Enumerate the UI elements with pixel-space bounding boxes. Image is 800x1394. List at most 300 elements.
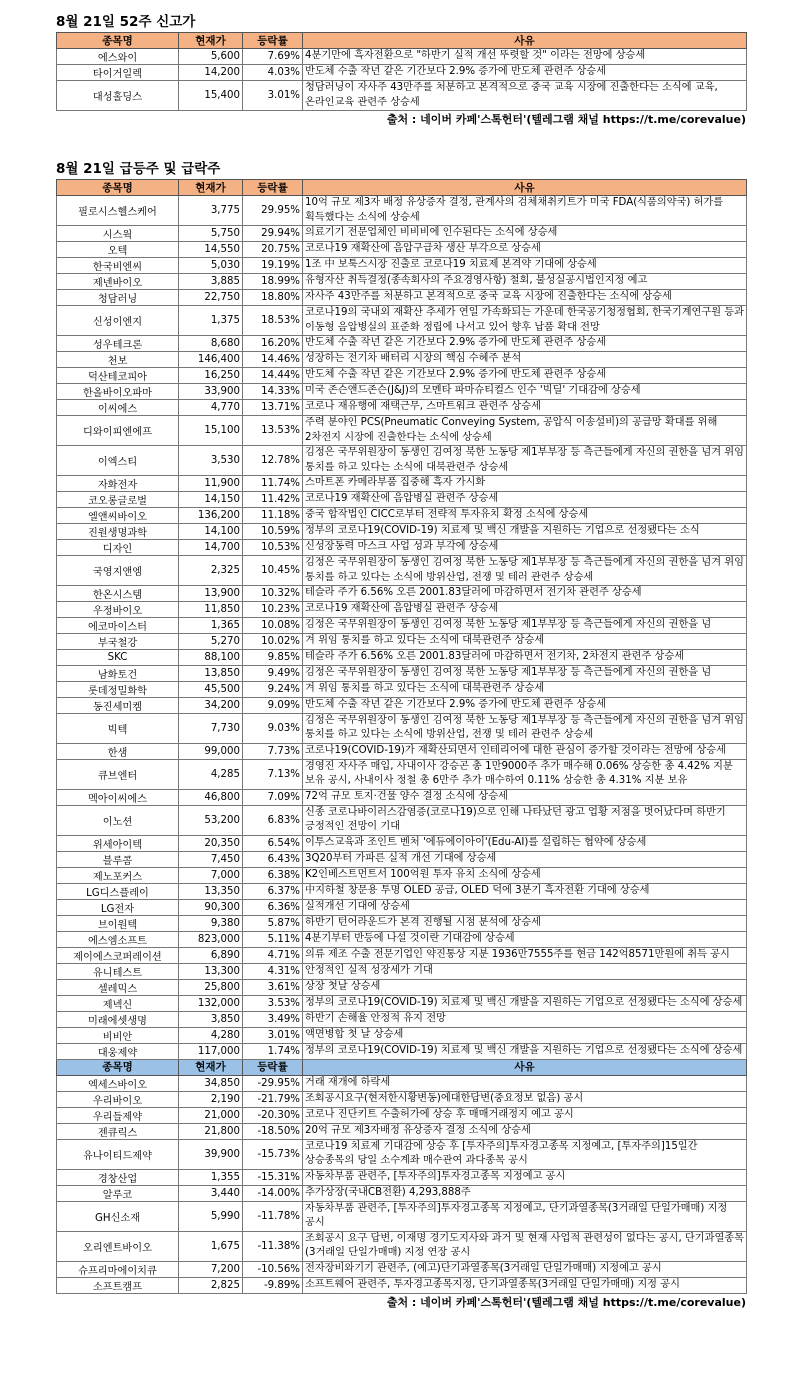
change-rate-cell: -21.79% <box>243 1091 303 1107</box>
price-cell: 13,300 <box>179 963 243 979</box>
stock-name-cell: 멕아이씨에스 <box>57 789 179 805</box>
table-row <box>57 1231 747 1261</box>
section1-table <box>56 32 747 111</box>
table-row <box>57 835 747 851</box>
change-rate-cell: 10.53% <box>243 540 303 556</box>
price-cell: 3,885 <box>179 274 243 290</box>
reason-cell: 코로나 진단키트 수출허가에 상승 후 매매거래정지 예고 공시 <box>303 1107 747 1123</box>
reason-cell: 겨 위임 통치를 하고 있다는 소식에 대북관련주 상승세 <box>303 681 747 697</box>
table-row <box>57 540 747 556</box>
price-cell: 11,900 <box>179 476 243 492</box>
reason-cell: 신종 코로나바이러스감염증(코로나19)으로 인해 나타났던 광고 업황 저점을 벗어났다며 하반기 긍정적인 전망이 기대 <box>303 805 747 835</box>
stock-name-cell: 남화토건 <box>57 665 179 681</box>
price-cell: 14,550 <box>179 242 243 258</box>
table-row <box>57 508 747 524</box>
price-cell: 21,000 <box>179 1107 243 1123</box>
table-row <box>57 524 747 540</box>
table-row <box>57 336 747 352</box>
price-cell: 5,270 <box>179 634 243 650</box>
price-cell: 13,900 <box>179 586 243 602</box>
stock-name-cell: 우정바이오 <box>57 602 179 618</box>
change-rate-cell: -20.30% <box>243 1107 303 1123</box>
stock-name-cell: 브이원텍 <box>57 915 179 931</box>
reason-cell: 이투스교육과 조인트 벤처 '에듀에이아이'(Edu-AI)를 설립하는 협약에 상승세 <box>303 835 747 851</box>
price-cell: 6,890 <box>179 947 243 963</box>
table-row <box>57 65 747 81</box>
price-cell: 11,850 <box>179 602 243 618</box>
change-rate-cell: 6.83% <box>243 805 303 835</box>
stock-name-cell: 우리바이오 <box>57 1091 179 1107</box>
price-cell: 2,325 <box>179 556 243 586</box>
reason-cell: 4분기만에 흑자전환으로 "하반기 실적 개선 뚜렷할 것" 이라는 전망에 상승세 <box>303 49 747 65</box>
reason-cell: 3Q20부터 가파른 실적 개선 기대에 상승세 <box>303 851 747 867</box>
price-cell: 3,440 <box>179 1185 243 1201</box>
stock-name-cell: 유나이티드제약 <box>57 1139 179 1169</box>
price-cell: 9,380 <box>179 915 243 931</box>
table-row <box>57 602 747 618</box>
table-row <box>57 556 747 586</box>
header-name: 종목명 <box>57 33 179 49</box>
reason-cell: 의료기기 전문업체인 비비비에 인수된다는 소식에 상승세 <box>303 226 747 242</box>
reason-cell: 정부의 코로나19(COVID-19) 치료제 및 백신 개발을 지원하는 기업으로 선정됐다는 소식 <box>303 524 747 540</box>
stock-name-cell: 빅텍 <box>57 713 179 743</box>
stock-name-cell: 진원생명과학 <box>57 524 179 540</box>
price-cell: 3,775 <box>179 196 243 226</box>
stock-name-cell: SKC <box>57 650 179 666</box>
price-cell: 34,850 <box>179 1075 243 1091</box>
reason-cell: 자동차부품 관련주, [투자주의]투자경고종목 지정예고, 단기과열종목(3거래일 단일가매매) 지정 공시 <box>303 1201 747 1231</box>
stock-name-cell: 동진세미켐 <box>57 697 179 713</box>
price-cell: 15,400 <box>179 81 243 111</box>
stock-name-cell: 비비안 <box>57 1027 179 1043</box>
header-rate: 등락률 <box>243 1059 303 1075</box>
change-rate-cell: 9.24% <box>243 681 303 697</box>
change-rate-cell: 7.69% <box>243 49 303 65</box>
change-rate-cell: 13.71% <box>243 400 303 416</box>
stock-name-cell: 대웅제약 <box>57 1043 179 1059</box>
table-row <box>57 697 747 713</box>
change-rate-cell: 6.54% <box>243 835 303 851</box>
reason-cell: 中지하철 창문용 투명 OLED 공급, OLED 덕에 3분기 흑자전환 기대에 상승세 <box>303 883 747 899</box>
price-cell: 7,000 <box>179 867 243 883</box>
stock-name-cell: 젠큐릭스 <box>57 1123 179 1139</box>
change-rate-cell: 10.23% <box>243 602 303 618</box>
reason-cell: 김정은 국무위원장이 동생인 김여정 북한 노동당 제1부부장 등 측근들에게 자신의 권한을 넘겨 위임 통치를 하고 있다는 소식에 방위산업, 전쟁 및 테러 관련주 상승세 <box>303 713 747 743</box>
table-row <box>57 963 747 979</box>
change-rate-cell: 10.59% <box>243 524 303 540</box>
reason-cell: 코로나19의 국내외 재확산 추세가 연일 가속화되는 가운데 한국공기청정협회, 한국기계연구원 등과 이동형 음압병실의 표준화 정립에 나서고 있어 향후 납품 확대 전망 <box>303 306 747 336</box>
table-row <box>57 713 747 743</box>
table-row <box>57 665 747 681</box>
table-row <box>57 759 747 789</box>
change-rate-cell: 20.75% <box>243 242 303 258</box>
stock-name-cell: 시스웍 <box>57 226 179 242</box>
change-rate-cell: -15.31% <box>243 1169 303 1185</box>
change-rate-cell: 10.08% <box>243 618 303 634</box>
header-rate: 등락률 <box>243 33 303 49</box>
reason-cell: 정부의 코로나19(COVID-19) 치료제 및 백신 개발을 지원하는 기업으로 선정됐다는 소식에 상승세 <box>303 995 747 1011</box>
table-row <box>57 476 747 492</box>
table-row <box>57 789 747 805</box>
price-cell: 14,150 <box>179 492 243 508</box>
stock-name-cell: 슈프리마에이치큐 <box>57 1261 179 1277</box>
change-rate-cell: 29.95% <box>243 196 303 226</box>
table-row <box>57 1139 747 1169</box>
table-row <box>57 650 747 666</box>
reason-cell: 상장 첫날 상승세 <box>303 979 747 995</box>
change-rate-cell: 3.49% <box>243 1011 303 1027</box>
header-reason: 사유 <box>303 1059 747 1075</box>
table-row <box>57 867 747 883</box>
reason-cell: 코로나19 재확산에 음압병실 관련주 상승세 <box>303 602 747 618</box>
table-row <box>57 274 747 290</box>
change-rate-cell: 4.31% <box>243 963 303 979</box>
change-rate-cell: 10.02% <box>243 634 303 650</box>
stock-name-cell: 제넥신 <box>57 995 179 1011</box>
reason-cell: 김정은 국무위원장이 동생인 김여정 북한 노동당 제1부부장 등 측근들에게 자신의 권한을 넘겨 위임 통치를 하고 있다는 소식에 방위산업, 전쟁 및 테러 관련주 상승세 <box>303 556 747 586</box>
change-rate-cell: 14.44% <box>243 368 303 384</box>
change-rate-cell: 7.73% <box>243 743 303 759</box>
stock-name-cell: 이노션 <box>57 805 179 835</box>
price-cell: 4,285 <box>179 759 243 789</box>
change-rate-cell: 9.09% <box>243 697 303 713</box>
reason-cell: 청담러닝이 자사주 43만주를 처분하고 본격적으로 중국 교육 시장에 진출한다는 소식에 교육, 온라인교육 관련주 상승세 <box>303 81 747 111</box>
change-rate-cell: 14.46% <box>243 352 303 368</box>
price-cell: 2,190 <box>179 1091 243 1107</box>
stock-name-cell: 덕산테코피아 <box>57 368 179 384</box>
stock-name-cell: 천보 <box>57 352 179 368</box>
table-row <box>57 805 747 835</box>
price-cell: 90,300 <box>179 899 243 915</box>
change-rate-cell: 18.53% <box>243 306 303 336</box>
stock-name-cell: 알루코 <box>57 1185 179 1201</box>
table-row <box>57 979 747 995</box>
price-cell: 7,200 <box>179 1261 243 1277</box>
change-rate-cell: 4.71% <box>243 947 303 963</box>
stock-name-cell: 위세아이텍 <box>57 835 179 851</box>
table-row <box>57 81 747 111</box>
table-row <box>57 49 747 65</box>
change-rate-cell: 3.61% <box>243 979 303 995</box>
change-rate-cell: -29.95% <box>243 1075 303 1091</box>
change-rate-cell: -9.89% <box>243 1277 303 1293</box>
stock-name-cell: GH신소재 <box>57 1201 179 1231</box>
change-rate-cell: 6.43% <box>243 851 303 867</box>
change-rate-cell: 9.49% <box>243 665 303 681</box>
table-row <box>57 446 747 476</box>
change-rate-cell: 9.85% <box>243 650 303 666</box>
change-rate-cell: 10.32% <box>243 586 303 602</box>
price-cell: 7,730 <box>179 713 243 743</box>
price-cell: 5,030 <box>179 258 243 274</box>
stock-name-cell: 롯데정밀화학 <box>57 681 179 697</box>
table-row <box>57 618 747 634</box>
header-name: 종목명 <box>57 180 179 196</box>
price-cell: 8,680 <box>179 336 243 352</box>
reason-cell: 코로나19 재확산에 음압병실 관련주 상승세 <box>303 492 747 508</box>
reason-cell: 추가상장(국내CB전환) 4,293,888주 <box>303 1185 747 1201</box>
stock-name-cell: 코오롱글로벌 <box>57 492 179 508</box>
stock-name-cell: 엘앤씨바이오 <box>57 508 179 524</box>
section2-fall-header-row <box>57 1059 747 1075</box>
price-cell: 46,800 <box>179 789 243 805</box>
stock-name-cell: 큐브엔터 <box>57 759 179 789</box>
table-row <box>57 899 747 915</box>
section1-source: 출처 : 네이버 카페'스톡헌터'(텔레그램 채널 https://t.me/corevalue) <box>386 113 746 126</box>
reason-cell: 반도체 수출 작년 같은 기간보다 2.9% 증가에 반도체 관련주 상승세 <box>303 697 747 713</box>
reason-cell: 조회공시요구(현저한시황변동)에대한답변(중요정보 없음) 공시 <box>303 1091 747 1107</box>
price-cell: 21,800 <box>179 1123 243 1139</box>
stock-name-cell: 한온시스템 <box>57 586 179 602</box>
change-rate-cell: 12.78% <box>243 446 303 476</box>
change-rate-cell: 3.53% <box>243 995 303 1011</box>
reason-cell: 중국 합작법인 CICC로부터 전략적 투자유치 확정 소식에 상승세 <box>303 508 747 524</box>
price-cell: 146,400 <box>179 352 243 368</box>
stock-name-cell: 성우테크론 <box>57 336 179 352</box>
reason-cell: 조회공시 요구 답변, 이재명 경기도지사와 과거 및 현재 사업적 관련성이 없다는 공시, 단기과열종목(3거래일 단일가매매) 지정 연장 공시 <box>303 1231 747 1261</box>
reason-cell: 안정적인 실적 성장세가 기대 <box>303 963 747 979</box>
change-rate-cell: 13.53% <box>243 416 303 446</box>
reason-cell: 김정은 국무위원장이 동생인 김여정 북한 노동당 제1부부장 등 측근들에게 자신의 권한을 넘겨 위임 통치를 하고 있다는 소식에 대북관련주 상승세 <box>303 446 747 476</box>
stock-name-cell: 신성이엔지 <box>57 306 179 336</box>
change-rate-cell: 7.13% <box>243 759 303 789</box>
table-row <box>57 681 747 697</box>
price-cell: 136,200 <box>179 508 243 524</box>
table-row <box>57 995 747 1011</box>
change-rate-cell: -10.56% <box>243 1261 303 1277</box>
change-rate-cell: 1.74% <box>243 1043 303 1059</box>
table-row <box>57 915 747 931</box>
table-row <box>57 1075 747 1091</box>
change-rate-cell: 10.45% <box>243 556 303 586</box>
price-cell: 33,900 <box>179 384 243 400</box>
price-cell: 1,375 <box>179 306 243 336</box>
table-row <box>57 1261 747 1277</box>
stock-name-cell: 셀레믹스 <box>57 979 179 995</box>
stock-name-cell: 필로시스헬스케어 <box>57 196 179 226</box>
table-row <box>57 883 747 899</box>
price-cell: 132,000 <box>179 995 243 1011</box>
stock-name-cell: 한올바이오파마 <box>57 384 179 400</box>
reason-cell: 주력 분야인 PCS(Pneumatic Conveying System, 공압식 이송설비)의 공급망 확대를 위해 2차전지 시장에 진출한다는 소식에 상승세 <box>303 416 747 446</box>
change-rate-cell: 18.99% <box>243 274 303 290</box>
table-row <box>57 1107 747 1123</box>
stock-name-cell: 엑세스바이오 <box>57 1075 179 1091</box>
stock-name-cell: 타이거일렉 <box>57 65 179 81</box>
reason-cell: 김정은 국무위원장이 동생인 김여정 북한 노동당 제1부부장 등 측근들에게 자신의 권한을 넘 <box>303 665 747 681</box>
price-cell: 34,200 <box>179 697 243 713</box>
reason-cell: 자사주 43만주를 처분하고 본격적으로 중국 교육 시장에 진출한다는 소식에 상승세 <box>303 290 747 306</box>
price-cell: 14,200 <box>179 65 243 81</box>
change-rate-cell: 3.01% <box>243 1027 303 1043</box>
stock-name-cell: 자화전자 <box>57 476 179 492</box>
price-cell: 39,900 <box>179 1139 243 1169</box>
header-reason: 사유 <box>303 33 747 49</box>
table-row <box>57 352 747 368</box>
price-cell: 3,530 <box>179 446 243 476</box>
reason-cell: 테슬라 주가 6.56% 오른 2001.83달러에 마감하면서 전기차 관련주 상승세 <box>303 586 747 602</box>
change-rate-cell: 18.80% <box>243 290 303 306</box>
table-row <box>57 1185 747 1201</box>
reason-cell: 실적개선 기대에 상승세 <box>303 899 747 915</box>
table-row <box>57 1043 747 1059</box>
price-cell: 22,750 <box>179 290 243 306</box>
reason-cell: 의류 제조 수출 전문기업인 약진통상 지분 1936만7555주를 현금 142억8571만원에 취득 공시 <box>303 947 747 963</box>
table-row <box>57 1123 747 1139</box>
price-cell: 16,250 <box>179 368 243 384</box>
price-cell: 25,800 <box>179 979 243 995</box>
price-cell: 117,000 <box>179 1043 243 1059</box>
section2-title: 8월 21일 급등주 및 급락주 <box>56 161 221 177</box>
header-price: 현재가 <box>179 180 243 196</box>
stock-name-cell: 이엑스티 <box>57 446 179 476</box>
stock-name-cell: 에스와이 <box>57 49 179 65</box>
reason-cell: 코로나19 치료제 기대감에 상승 후 [투자주의]투자경고종목 지정예고, [투자주의]15일간 상승종목의 당일 소수계좌 매수관여 과다종목 공시 <box>303 1139 747 1169</box>
section2-rise-header-row <box>57 180 747 196</box>
page <box>56 0 746 1314</box>
price-cell: 13,850 <box>179 665 243 681</box>
reason-cell: 1조 中 보툭스시장 진출로 코로나19 치료제 본격약 기대에 상승세 <box>303 258 747 274</box>
table-row <box>57 743 747 759</box>
reason-cell: 하반기 손해율 안정적 유지 전망 <box>303 1011 747 1027</box>
change-rate-cell: 11.74% <box>243 476 303 492</box>
reason-cell: 테슬라 주가 6.56% 오른 2001.83달러에 마감하면서 전기차, 2차전지 관련주 상승세 <box>303 650 747 666</box>
price-cell: 823,000 <box>179 931 243 947</box>
change-rate-cell: 7.09% <box>243 789 303 805</box>
price-cell: 5,600 <box>179 49 243 65</box>
section2-source: 출처 : 네이버 카페'스톡헌터'(텔레그램 채널 https://t.me/corevalue) <box>386 1295 746 1309</box>
reason-cell: 20억 규모 제3자배정 유상증자 결정 소식에 상승세 <box>303 1123 747 1139</box>
table-row <box>57 416 747 446</box>
change-rate-cell: -15.73% <box>243 1139 303 1169</box>
change-rate-cell: 9.03% <box>243 713 303 743</box>
reason-cell: 유형자산 취득결정(종속회사의 주요경영사항) 철회, 불성실공시법인지정 예고 <box>303 274 747 290</box>
price-cell: 5,750 <box>179 226 243 242</box>
table-row <box>57 242 747 258</box>
table-row <box>57 1169 747 1185</box>
reason-cell: 소프트웨어 관련주, 투자경고종목지정, 단기과열종목(3거래일 단일가매매) 지정 공시 <box>303 1277 747 1293</box>
stock-name-cell: 부국철강 <box>57 634 179 650</box>
reason-cell: K2인베스트먼트서 100억원 투자 유치 소식에 상승세 <box>303 867 747 883</box>
change-rate-cell: 16.20% <box>243 336 303 352</box>
reason-cell: 정부의 코로나19(COVID-19) 치료제 및 백신 개발을 지원하는 기업으로 선정됐다는 소식에 상승세 <box>303 1043 747 1059</box>
price-cell: 7,450 <box>179 851 243 867</box>
table-row <box>57 586 747 602</box>
reason-cell: 전자장비와기기 관련주, (예고)단기과열종목(3거래일 단일가매매) 지정예고 공시 <box>303 1261 747 1277</box>
header-name: 종목명 <box>57 1059 179 1075</box>
stock-name-cell: 유니테스트 <box>57 963 179 979</box>
change-rate-cell: -11.38% <box>243 1231 303 1261</box>
table-row <box>57 947 747 963</box>
stock-name-cell: LG디스플레이 <box>57 883 179 899</box>
table-row <box>57 492 747 508</box>
change-rate-cell: 6.37% <box>243 883 303 899</box>
stock-name-cell: 우리들제약 <box>57 1107 179 1123</box>
table-row <box>57 1011 747 1027</box>
stock-name-cell: 미래에셋생명 <box>57 1011 179 1027</box>
price-cell: 1,365 <box>179 618 243 634</box>
table-row <box>57 384 747 400</box>
price-cell: 5,990 <box>179 1201 243 1231</box>
stock-name-cell: 이씨에스 <box>57 400 179 416</box>
header-price: 현재가 <box>179 1059 243 1075</box>
stock-name-cell: 디자인 <box>57 540 179 556</box>
section1-header-row <box>57 33 747 49</box>
table-row <box>57 1027 747 1043</box>
stock-name-cell: 제넨바이오 <box>57 274 179 290</box>
price-cell: 3,850 <box>179 1011 243 1027</box>
change-rate-cell: -14.00% <box>243 1185 303 1201</box>
stock-name-cell: 국영지앤엠 <box>57 556 179 586</box>
stock-name-cell: 에스엠소프트 <box>57 931 179 947</box>
reason-cell: 경영진 자사주 매입, 사내이사 강승곤 총 1만9000주 추가 매수해 0.06% 상승한 총 4.42% 지분 보유 공시, 사내이사 정철 총 6만주 추가 매수하여 0.11% 상승한 총 4.31% 지분 보유 <box>303 759 747 789</box>
reason-cell: 반도체 수출 작년 같은 기간보다 2.9% 증가에 반도체 관련주 상승세 <box>303 368 747 384</box>
price-cell: 1,675 <box>179 1231 243 1261</box>
stock-name-cell: 오텍 <box>57 242 179 258</box>
table-row <box>57 634 747 650</box>
section2-table <box>56 179 747 1294</box>
header-rate: 등락률 <box>243 180 303 196</box>
table-row <box>57 1201 747 1231</box>
header-price: 현재가 <box>179 33 243 49</box>
price-cell: 15,100 <box>179 416 243 446</box>
reason-cell: 72억 규모 토지·건물 양수 결정 소식에 상승세 <box>303 789 747 805</box>
change-rate-cell: 5.87% <box>243 915 303 931</box>
change-rate-cell: -18.50% <box>243 1123 303 1139</box>
price-cell: 2,825 <box>179 1277 243 1293</box>
reason-cell: 코로나 재유행에 재택근무, 스마트워크 관련주 상승세 <box>303 400 747 416</box>
change-rate-cell: 14.33% <box>243 384 303 400</box>
change-rate-cell: 11.18% <box>243 508 303 524</box>
stock-name-cell: 대성홀딩스 <box>57 81 179 111</box>
reason-cell: 겨 위임 통치를 하고 있다는 소식에 대북관련주 상승세 <box>303 634 747 650</box>
price-cell: 4,770 <box>179 400 243 416</box>
change-rate-cell: 4.03% <box>243 65 303 81</box>
reason-cell: 코로나19(COVID-19)가 재확산되면서 인테리어에 대한 관심이 증가할 것이라는 전망에 상승세 <box>303 743 747 759</box>
table-row <box>57 400 747 416</box>
change-rate-cell: -11.78% <box>243 1201 303 1231</box>
price-cell: 88,100 <box>179 650 243 666</box>
reason-cell: 코로나19 재확산에 음압구급차 생산 부각으로 상승세 <box>303 242 747 258</box>
stock-name-cell: 디와이피엔에프 <box>57 416 179 446</box>
table-row <box>57 368 747 384</box>
table-row <box>57 1091 747 1107</box>
reason-cell: 반도체 수출 작년 같은 기간보다 2.9% 증가에 반도체 관련주 상승세 <box>303 336 747 352</box>
change-rate-cell: 3.01% <box>243 81 303 111</box>
section1-title: 8월 21일 52주 신고가 <box>56 14 196 30</box>
change-rate-cell: 29.94% <box>243 226 303 242</box>
stock-name-cell: 제노포커스 <box>57 867 179 883</box>
table-row <box>57 258 747 274</box>
reason-cell: 김정은 국무위원장이 동생인 김여정 북한 노동당 제1부부장 등 측근들에게 자신의 권한을 넘 <box>303 618 747 634</box>
stock-name-cell: 소프트캠프 <box>57 1277 179 1293</box>
reason-cell: 성장하는 전기차 배터리 시장의 핵심 수혜주 분석 <box>303 352 747 368</box>
price-cell: 14,100 <box>179 524 243 540</box>
price-cell: 53,200 <box>179 805 243 835</box>
reason-cell: 10억 규모 제3자 배정 유상증자 결정, 관계사의 검체채취키트가 미국 FDA(식품의약국) 허가를 획득했다는 소식에 상승세 <box>303 196 747 226</box>
reason-cell: 하반기 턴어라운드가 본격 진행될 시점 분석에 상승세 <box>303 915 747 931</box>
stock-name-cell: 경창산업 <box>57 1169 179 1185</box>
reason-cell: 액면병합 첫 날 상승세 <box>303 1027 747 1043</box>
price-cell: 99,000 <box>179 743 243 759</box>
table-row <box>57 306 747 336</box>
stock-name-cell: 제이에스코퍼레이션 <box>57 947 179 963</box>
stock-name-cell: 블루콤 <box>57 851 179 867</box>
header-reason: 사유 <box>303 180 747 196</box>
reason-cell: 자동차부품 관련주, [투자주의]투자경고종목 지정예고 공시 <box>303 1169 747 1185</box>
change-rate-cell: 6.38% <box>243 867 303 883</box>
price-cell: 45,500 <box>179 681 243 697</box>
